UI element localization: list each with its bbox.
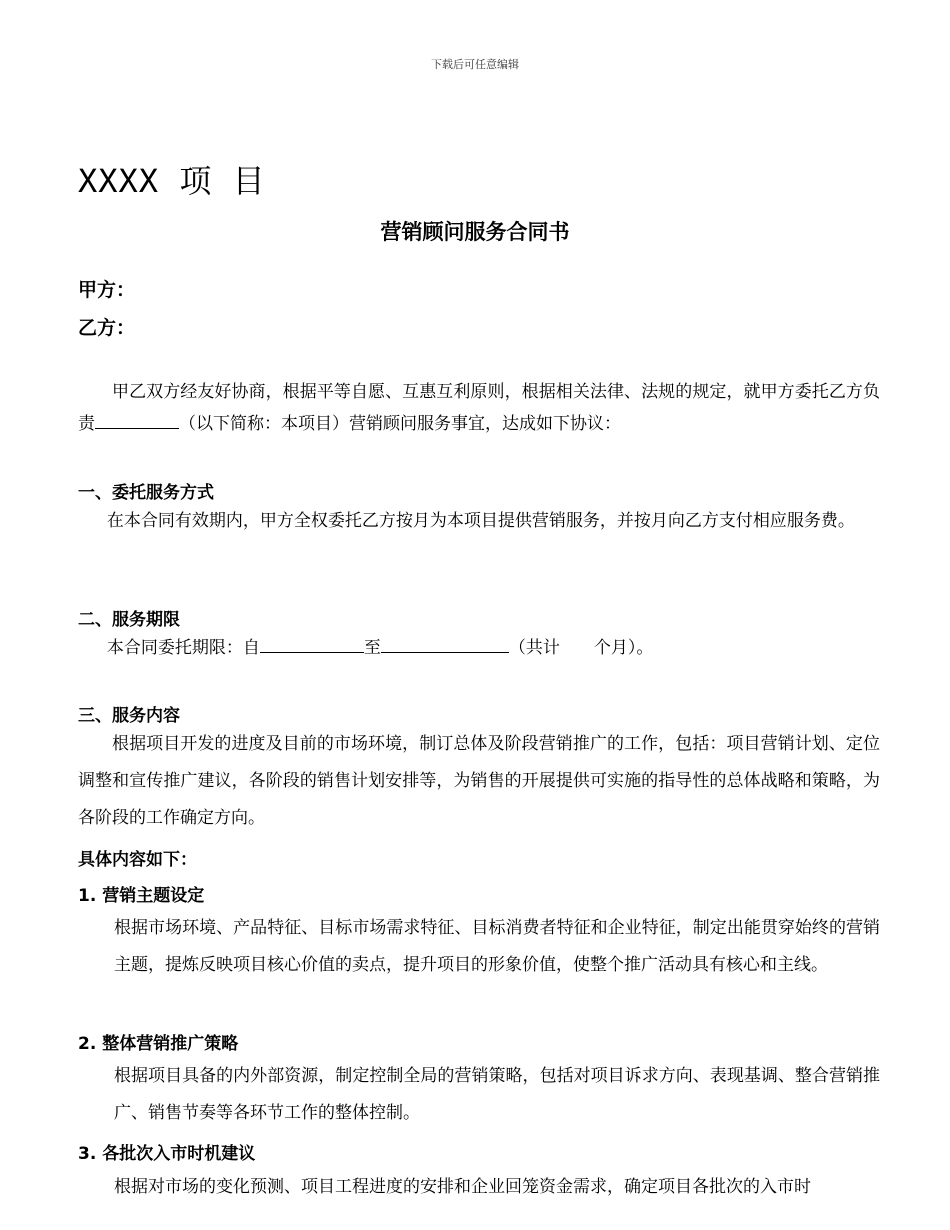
intro-paragraph [78,376,880,440]
section1-body: 在本合同有效期内，甲方全权委托乙方按月为本项目提供营销服务，并按月向乙方支付相应服务费。 [106,511,855,531]
intro-part1: 甲乙双方经友好协商，根据平等自愿、互惠互利原则，根据相关法律、法规的规定，就甲方委托乙方负责 [78,382,880,434]
item3-title: 3. 各批次入市时机建议 [78,1144,256,1164]
term-to-label: 至 [363,638,381,658]
item2-title: 2. 整体营销推广策略 [78,1034,239,1054]
project-title: XXXX 项 目 [78,162,266,200]
section1-heading: 一、委托服务方式 [78,483,214,503]
start-date-blank [260,636,364,653]
project-name-blank [95,412,179,429]
item2-body: 根据项目具备的内外部资源，制定控制全局的营销策略，包括对项目诉求方向、表现基调、整合营销推广、销售节奏等各环节工作的整体控制。 [114,1066,880,1123]
details-label: 具体内容如下： [78,850,197,870]
item1-body: 根据市场环境、产品特征、目标市场需求特征、目标消费者特征和企业特征，制定出能贯穿始终的营销主题，提炼反映项目核心价值的卖点，提升项目的形象价值，使整个推广活动具有核心和主线。 [114,918,880,975]
section3-body: 根据项目开发的进度及目前的市场环境，制订总体及阶段营销推广的工作，包括：项目营销计划、定位调整和宣传推广建议，各阶段的销售计划安排等，为销售的开展提供可实施的指导性的总体战略和策略，为各阶段的工作确定方向。 [78,734,880,828]
party-b-label: 乙方： [78,317,136,339]
contract-title: 营销顾问服务合同书 [380,220,570,244]
item1-title: 1. 营销主题设定 [78,886,205,906]
party-a-label: 甲方： [78,279,136,301]
section2-heading: 二、服务期限 [78,610,180,630]
section2-body [78,632,880,664]
intro-part2: （以下简称：本项目）营销顾问服务事宜，达成如下协议： [179,414,621,434]
section3-heading: 三、服务内容 [78,706,180,726]
header-note: 下载后可任意编辑 [431,58,519,71]
term-total-label: （共计 个月）。 [508,638,654,658]
end-date-blank [381,636,509,653]
item3-body: 根据对市场的变化预测、项目工程进度的安排和企业回笼资金需求，确定项目各批次的入市时 [114,1177,811,1197]
term-from-label: 本合同委托期限：自 [106,638,260,658]
